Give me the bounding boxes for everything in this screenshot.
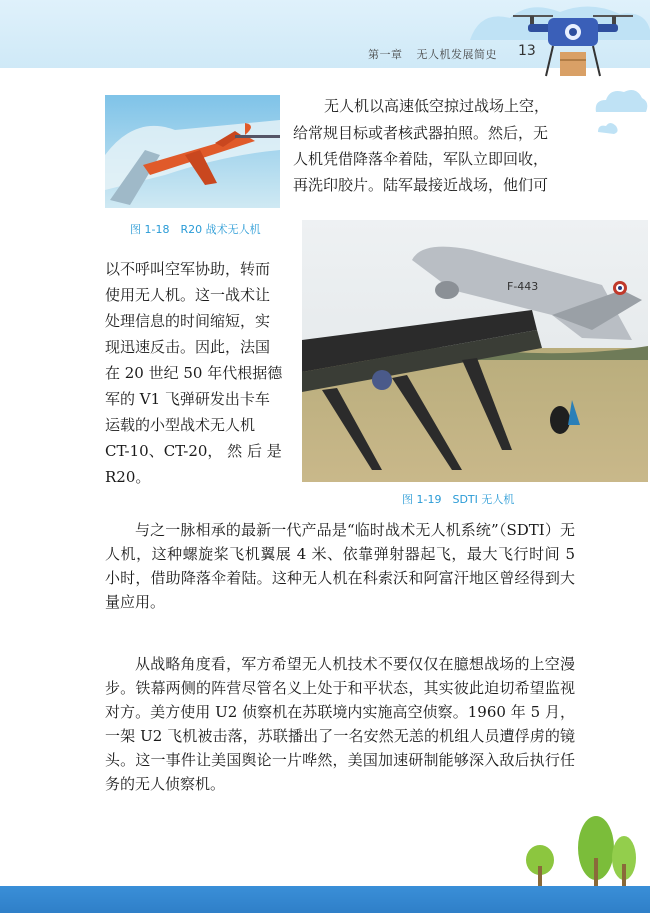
text-line: 军的 V1 飞弹研发出卡车 <box>105 390 270 408</box>
figure-caption-1-19: 图 1-19 SDTI 无人机 <box>402 493 515 506</box>
figure-caption-1-18: 图 1-18 R20 战术无人机 <box>130 223 261 236</box>
text-line: 以不呼叫空军协助，转而 <box>105 260 271 278</box>
drone-tail-code: F-443 <box>507 280 539 293</box>
cloud-icon <box>588 78 650 140</box>
drone-icon <box>508 4 638 79</box>
text-line: 人机凭借降落伞着陆，军队立即回收， <box>293 150 549 168</box>
paragraph-sdti: 与之一脉相承的最新一代产品是“临时战术无人机系统”（SDTI）无人机，这种螺旋桨飞机翼展 4 米、依靠弹射器起飞，最大飞行时间 5 小时，借助降落伞着陆。这种无人机在科索沃和阿富汗地区曾经得到大量应用。 <box>105 521 575 611</box>
text-line: 无人机以高速低空掠过战场上空， <box>324 97 550 115</box>
text-line: 运载的小型战术无人机 <box>105 416 256 434</box>
text-line: 在 20 世纪 50 年代根据德 <box>105 364 283 382</box>
text-line: CT-10、CT-20， 然 后 是 <box>105 442 282 460</box>
footer-band <box>0 886 650 913</box>
text-line: 使用无人机。这一战术让 <box>105 286 271 304</box>
running-header <box>368 46 497 62</box>
chapter-title: 无人机发展简史 <box>416 48 497 61</box>
tree-icon <box>518 808 648 890</box>
figure-r20-drone-photo <box>105 95 280 208</box>
text-line: 再洗印胶片。陆军最接近战场，他们可 <box>293 176 549 194</box>
figure-sdti-drone-photo <box>302 220 648 482</box>
text-line: 给常规目标或者核武器拍照。然后，无 <box>293 124 549 142</box>
text-line: 处理信息的时间缩短，实 <box>105 312 271 330</box>
page-number: 13 <box>518 43 536 59</box>
text-line: 现迅速反击。因此，法国 <box>105 338 271 356</box>
text-line: R20。 <box>105 468 151 486</box>
paragraph-strategy: 从战略角度看，军方希望无人机技术不要仅仅在臆想战场的上空漫步。铁幕两侧的阵营尽管名义上处于和平状态，其实彼此迫切希望监视对方。美方使用 U2 侦察机在苏联境内实施高空侦察。1960 年 5 月，一架 U2 飞机被击落，苏联播出了一名安然无恙的机组人员遭俘虏的镜头。这一事件让美国舆论一片哗然，美国加速研制能够深入敌后执行任务的无人侦察机。 <box>105 655 575 793</box>
chapter-number: 第一章 <box>368 48 403 61</box>
